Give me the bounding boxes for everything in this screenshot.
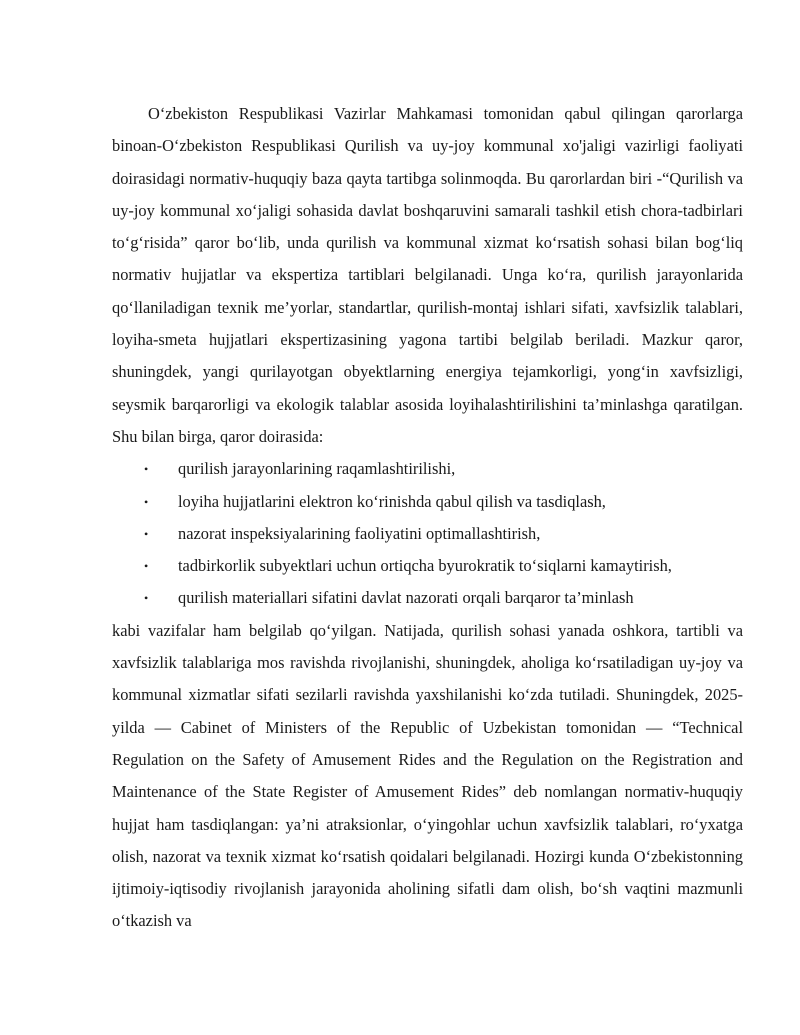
- document-page: [112, 98, 743, 938]
- list-item-text: loyiha hujjatlarini elektron ko‘rinishda qabul qilish va tasdiqlash,: [178, 491, 606, 511]
- continuation-paragraph: kabi vazifalar ham belgilab qo‘yilgan. Natijada, qurilish sohasi yanada oshkora, tartibli va xavfsizlik talablariga mos ravishda rivojlanishi, shuningdek, aholiga ko‘rsatiladigan uy-joy va kommunal xizmatlar sifati sezilarli ravishda yaxshilanishi ko‘zda tutiladi. Shuningdek, 2025-yilda — Cabinet of Ministers of the Republic of Uzbekistan tomonidan — “Technical Regulation on the Safety of Amusement Rides and the Regulation on the Registration and Maintenance of the State Register of Amusement Rides” deb nomlangan normativ-huquqiy hujjat ham tasdiqlangan: ya’ni atraksionlar, o‘yingohlar uchun xavfsizlik talablari, ro‘yxatga olish, nazorat va texnik xizmat ko‘rsatish qoidalari belgilanadi. Hozirgi kunda O‘zbekistonning ijtimoiy-iqtisodiy rivojlanish jarayonida aholining sifatli dam olish, bo‘sh vaqtini mazmunli o‘tkazish va: [112, 620, 743, 931]
- list-item-text: nazorat inspeksiyalarining faoliyatini optimallashtirish,: [178, 523, 541, 543]
- list-item-text: qurilish materiallari sifatini davlat nazorati orqali barqaror ta’minlash: [178, 588, 634, 608]
- measures-list: [112, 453, 743, 614]
- bullet-icon: •: [144, 591, 149, 606]
- list-item: [112, 582, 743, 614]
- bullet-icon: •: [144, 526, 149, 541]
- bullet-icon: •: [144, 559, 149, 574]
- bullet-icon: •: [144, 462, 149, 477]
- list-item: [112, 550, 743, 582]
- list-item: [112, 486, 743, 518]
- list-item-text: qurilish jarayonlarining raqamlashtirilishi,: [178, 459, 456, 479]
- bullet-icon: •: [144, 494, 149, 509]
- list-item-text: tadbirkorlik subyektlari uchun ortiqcha byurokratik to‘siqlarni kamaytirish,: [178, 556, 672, 576]
- list-item: [112, 453, 743, 485]
- list-item: [112, 518, 743, 550]
- intro-paragraph: O‘zbekiston Respublikasi Vazirlar Mahkamasi tomonidan qabul qilingan qarorlarga binoan-O‘zbekiston Respublikasi Qurilish va uy-joy kommunal xo'jaligi vazirligi faoliyati doirasidagi normativ-huquqiy baza qayta tartibga solinmoqda. Bu qarorlardan biri -“Qurilish va uy-joy kommunal xo‘jaligi sohasida davlat boshqaruvini samarali tashkil etish chora-tadbirlari to‘g‘risida” qaror bo‘lib, unda qurilish va kommunal xizmat ko‘rsatish sohasi bilan bog‘liq normativ hujjatlar va ekspertiza tartiblari belgilanadi. Unga ko‘ra, qurilish jarayonlarida qo‘llaniladigan texnik me’yorlar, standartlar, qurilish-montaj ishlari sifati, xavfsizlik talablari, loyiha-smeta hujjatlari ekspertizasining yagona tartibi belgilab beriladi. Mazkur qaror, shuningdek, yangi qurilayotgan obyektlarning energiya tejamkorligi, yong‘in xavfsizligi, seysmik barqarorligi va ekologik talablar asosida loyihalashtirilishini ta’minlashga qaratilgan. Shu bilan birga, qaror doirasida:: [112, 104, 743, 446]
